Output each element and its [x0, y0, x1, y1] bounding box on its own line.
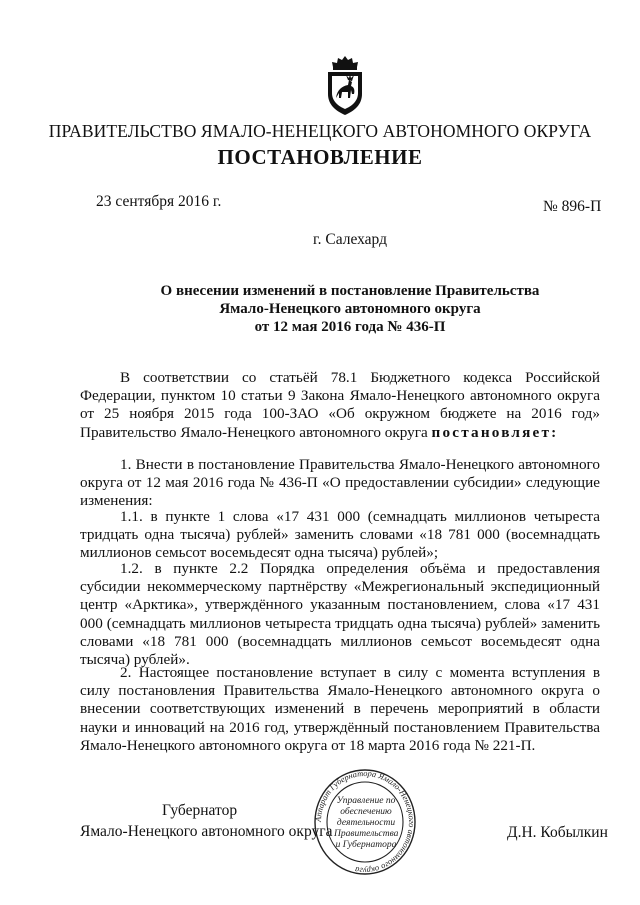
item-1-1-text: 1.1. в пункте 1 слова «17 431 000 (семнадцать миллионов четыреста тридцать одна тысяча) рублей» заменить словами «18 781 000 (восемнадцать миллионов семьсот восемьдесят одна тысяча) рублей»;	[80, 508, 600, 562]
signature-organization: Ямало-Ненецкого автономного округа	[80, 823, 333, 840]
signature-title: Губернатор	[162, 802, 238, 819]
item-2-paragraph	[80, 664, 600, 755]
coat-of-arms-icon	[322, 54, 368, 116]
document-date: 23 сентября 2016 г.	[96, 193, 222, 210]
title-line-3: от 12 мая 2016 года № 436-П	[254, 319, 446, 335]
item-1-2-paragraph	[80, 560, 600, 669]
item-1-2-text: 1.2. в пункте 2.2 Порядка определения объёма и предоставления субсидии некоммерческому партнёрству «Межрегиональный экспедиционный центр «Арктика», утверждённого указанным постановлением, слова «17 431 000 (семнадцать миллионов четыреста тридцать одна тысяча) рублей» заменить словами «18 781 000 (восемнадцать миллионов семьсот восемьдесят одна тысяча) рублей».	[80, 560, 600, 669]
item-2-text: 2. Настоящее постановление вступает в силу с момента вступления в силу постановления Правительства Ямало-Ненецкого автономного округа о внесении соответствующих изменений в перечень мероприятий в области науки и инноваций на 2016 год, утверждённый постановлением Правительства Ямало-Ненецкого автономного округа от 18 марта 2016 года № 221-П.	[80, 664, 600, 754]
item-1-text: 1. Внести в постановление Правительства Ямало-Ненецкого автономного округа от 12 мая 2016 года № 436-П «О предоставлении субсидии» следующие изменения:	[80, 456, 600, 510]
preamble-text: В соответствии со статьёй 78.1 Бюджетного кодекса Российской Федерации, пунктом 10 статьи 9 Закона Ямало-Ненецкого автономного округа от 25 ноября 2015 года 100-ЗАО «Об окружном бюджете на 2016 год» Правительство Ямало-Ненецкого автономного округа	[80, 369, 600, 441]
document-number: № 896-П	[543, 198, 602, 215]
decree-word: постановляет:	[431, 423, 559, 441]
item-1-paragraph	[80, 456, 600, 511]
government-name: ПРАВИТЕЛЬСТВО ЯМАЛО-НЕНЕЦКОГО АВТОНОМНОГО ОКРУГА	[48, 121, 592, 141]
preamble-paragraph	[80, 369, 600, 442]
title-line-1: О внесении изменений в постановление Правительства	[160, 283, 540, 299]
stamp-ring-text: Аппарат Губернатора Ямало-Ненецкого автономного округа	[313, 768, 417, 876]
title-line-2: Ямало-Ненецкого автономного округа	[219, 301, 481, 317]
document-city: г. Салехард	[313, 231, 387, 248]
document-type: ПОСТАНОВЛЕНИЕ	[217, 145, 423, 169]
signatory-name: Д.Н. Кобылкин	[507, 824, 608, 841]
stamp-inner-text: Управление по обеспечению деятельности Правительства и Губернатора	[334, 796, 399, 850]
document-title	[0, 282, 640, 336]
item-1-1-paragraph	[80, 508, 600, 563]
